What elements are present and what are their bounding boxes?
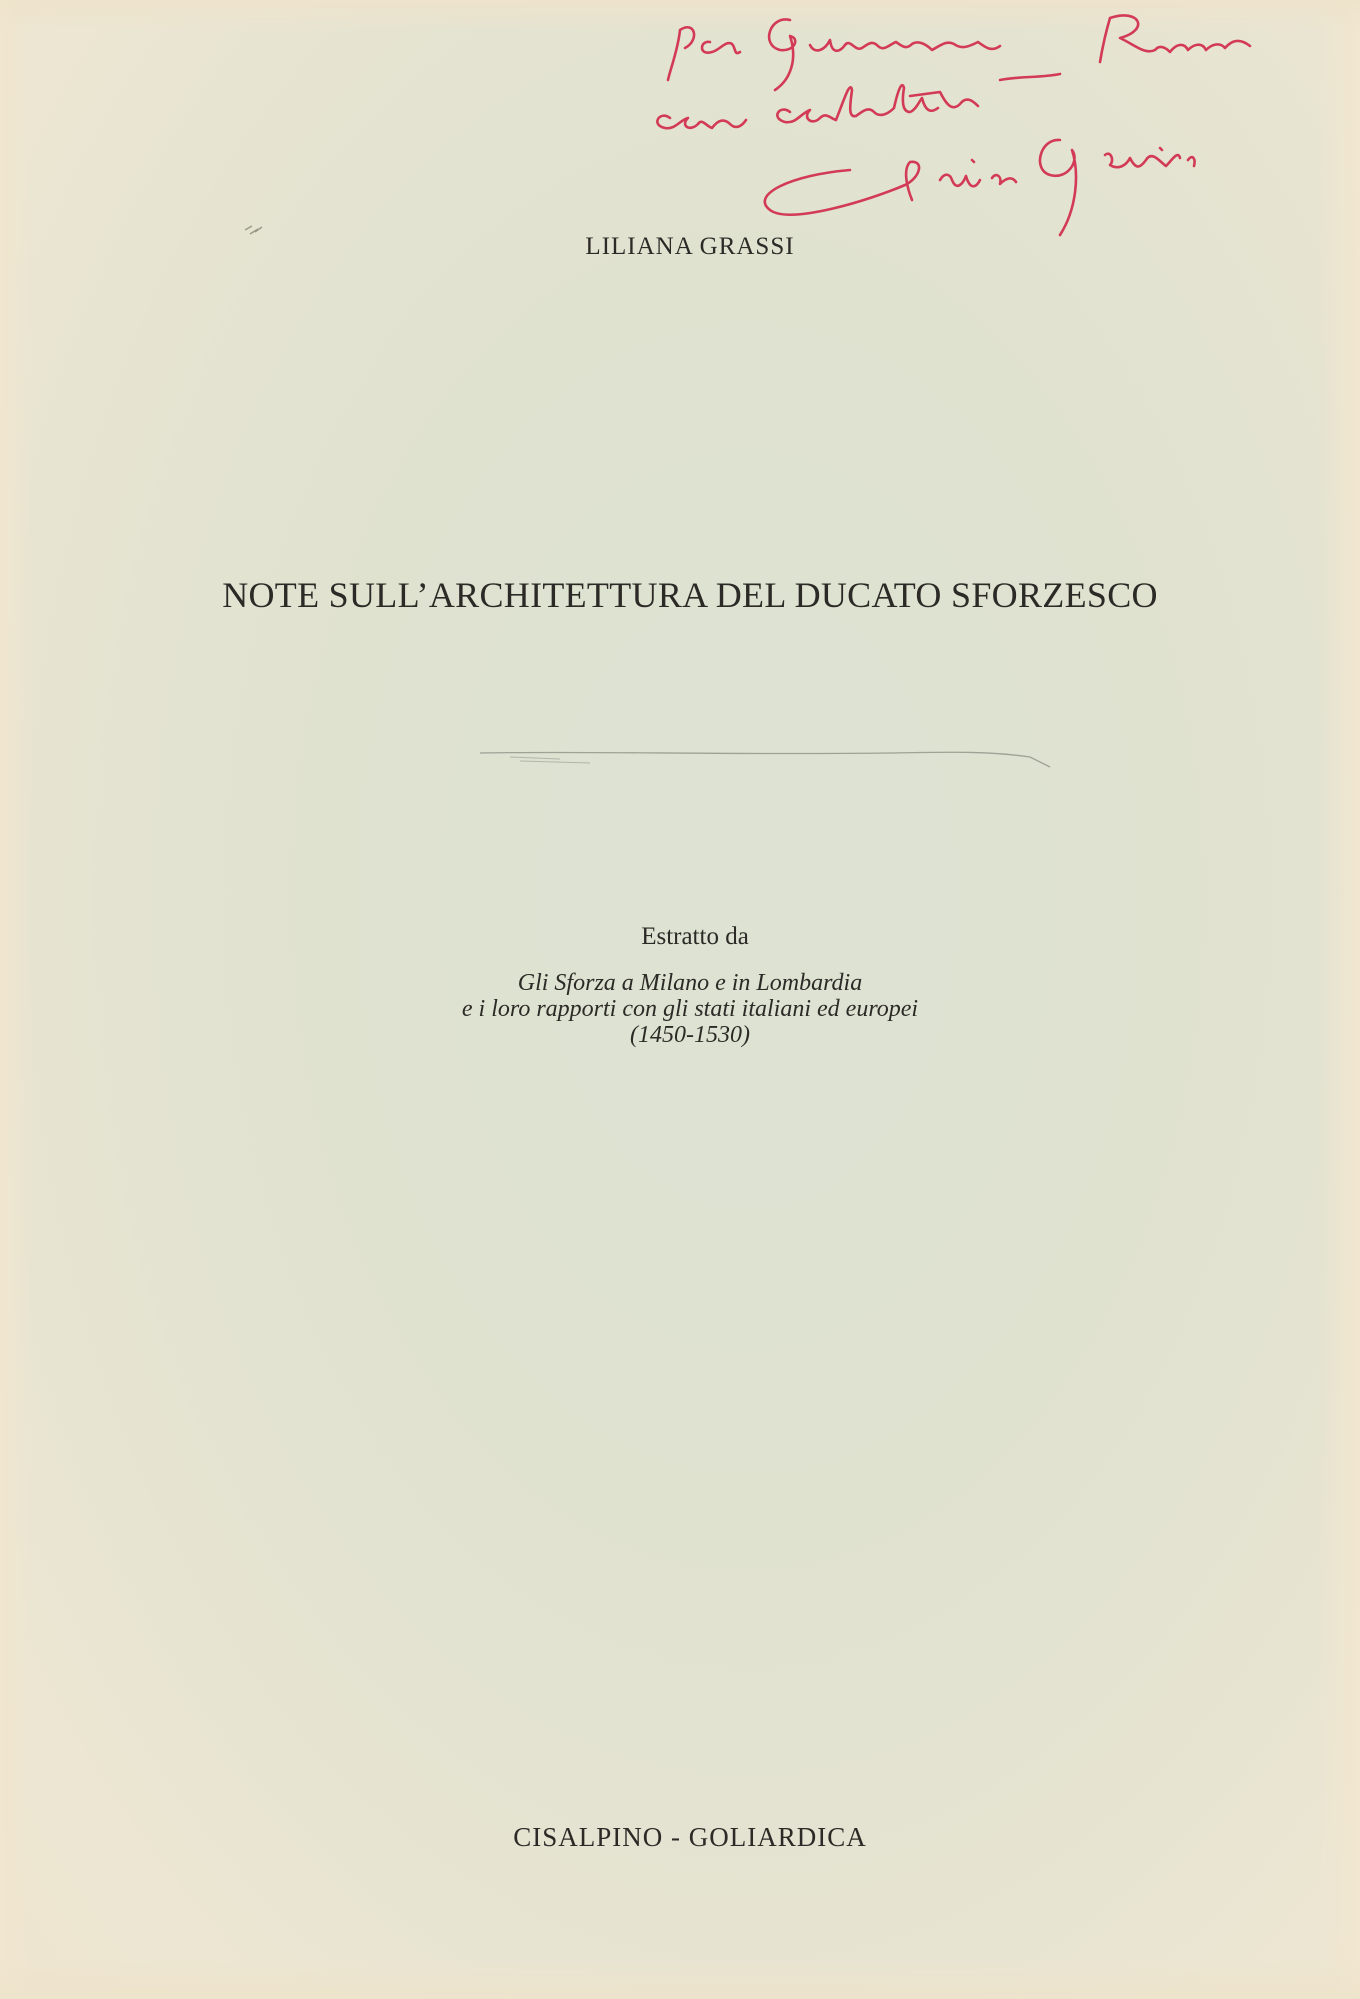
signature-dot	[972, 148, 1162, 162]
cover-edge-bottom	[0, 1959, 1360, 1999]
cover-edge-left	[0, 0, 30, 1999]
pencil-rule	[470, 745, 1070, 785]
cover-edge-right	[1320, 0, 1360, 1999]
source-line-2: e i loro rapporti con gli stati italiani ed europei	[461, 996, 919, 1022]
inscription-dash	[1000, 74, 1060, 80]
extract-label: Estratto da	[641, 923, 749, 950]
book-title: NOTE SULL’ARCHITETTURA DEL DUCATO SFORZESCO	[222, 575, 1158, 615]
publisher-name: CISALPINO - GOLIARDICA	[513, 1822, 867, 1852]
inscription-line2-stroke	[657, 116, 746, 129]
source-citation	[380, 970, 1000, 1048]
inscription-line2-stroke-b	[777, 85, 978, 122]
source-line-3: (1450-1530)	[630, 1022, 750, 1048]
signature-stroke	[765, 140, 1195, 235]
paper-scuff	[240, 220, 270, 240]
inscription-line1-stroke	[668, 19, 1000, 90]
inscription-line1-stroke-b	[1100, 15, 1250, 62]
handwritten-dedication	[640, 0, 1340, 260]
source-line-1: Gli Sforza a Milano e in Lombardia	[517, 970, 863, 996]
author-name: LILIANA GRASSI	[585, 233, 795, 260]
